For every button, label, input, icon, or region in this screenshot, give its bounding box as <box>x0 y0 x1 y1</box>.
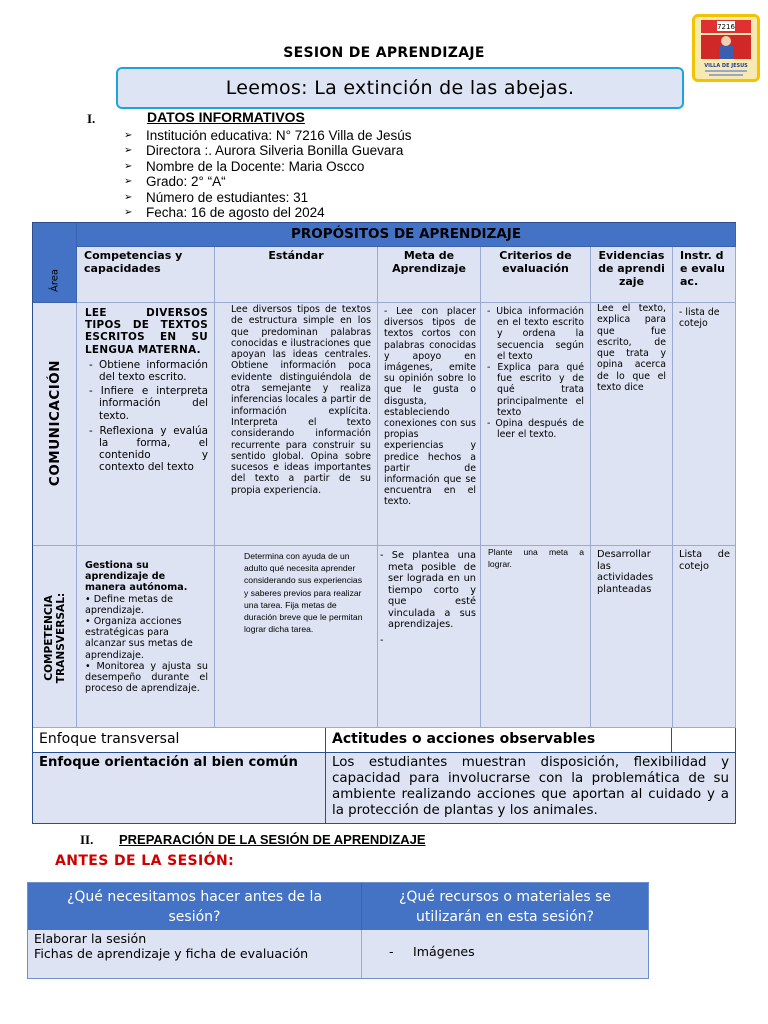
criteria-item: - Explica para qué fue escrito y de qué trata principalmente el texto <box>487 362 584 418</box>
prep-items <box>28 930 362 978</box>
arrow-bullet-icon: ➢ <box>124 130 133 141</box>
goal-2: - Se plantea una meta posible de ser lograda en un tiempo corto y que esté vinculada a sus aprendizajes. <box>380 550 476 630</box>
criteria-cell-1 <box>481 303 591 546</box>
area-transversal: COMPETENCIA TRANSVERSAL: <box>43 592 67 684</box>
evidence-cell-1 <box>591 303 673 546</box>
enfoque-name-cell <box>33 753 326 824</box>
info-item: ➢ Nombre de la Docente: Maria Oscco <box>124 158 365 174</box>
goal-cell-2 <box>378 546 481 728</box>
capacity-item: • Define metas de aprendizaje. <box>85 593 174 616</box>
school-logo-image <box>695 17 757 79</box>
dash-bullet-icon: - <box>389 944 394 959</box>
capacity-item: - Obtiene información del texto escrito. <box>89 358 208 384</box>
criteria-item: - Opina después de leer el texto. <box>487 418 584 441</box>
prep-resources <box>362 930 648 978</box>
preparation-table <box>27 882 649 979</box>
evidence-1: Lee el texto, explica para que fue escrito, de que trata y opina acerca de lo que el texto dice <box>597 303 666 394</box>
area-cell-comunicacion <box>33 303 77 546</box>
enfoque-text: Los estudiantes muestran disposición, flexibilidad y capacidad para involucrarse con la problemática de su ambiente realizando acciones que aportan al cuidado y a la protección de plantas y los animales. <box>332 755 729 818</box>
document-heading: SESION DE APRENDIZAJE <box>283 45 485 61</box>
criteria-2: Plante una meta a lograr. <box>488 547 584 570</box>
standard-cell-2 <box>215 546 378 728</box>
competence-cell-1 <box>77 303 215 546</box>
standard-1: Lee diversos tipos de textos de estructura simple en los que predominan palabras conocidas e ilustraciones que apoyan las ideas centrales. Obtiene información poca evidente distinguiéndola de otra semejante y realiza inferencias locales a partir de información explícita. Interpreta el texto considerando información recurrente para construir su sentido global. Opina sobre sucesos e ideas importantes del texto a partir de su propia experiencia. <box>231 304 371 496</box>
session-title: Leemos: La extinción de las abejas. <box>225 77 575 99</box>
competence-2: Gestiona su aprendizaje de manera autónoma. <box>85 560 188 594</box>
competence-1: LEE DIVERSOS TIPOS DE TEXTOS ESCRITOS EN SU LENGUA MATERNA. <box>85 307 208 356</box>
section-2-title: PREPARACIÓN DE LA SESIÓN DE APRENDIZAJE <box>119 832 426 847</box>
info-item: ➢ Directora :. Aurora Silveria Bonilla Guevara <box>124 143 404 159</box>
header-meta: Meta de Aprendizaje <box>378 247 481 303</box>
actitudes-label: Actitudes o acciones observables <box>332 731 596 747</box>
arrow-bullet-icon: ➢ <box>124 191 133 203</box>
capacity-item: • Monitorea y ajusta su desempeño durante el proceso de aprendizaje. <box>85 660 208 695</box>
area-label: Área <box>49 269 61 293</box>
enfoque-name: Enfoque orientación al bien común <box>39 755 298 770</box>
criteria-item: - Ubica información en el texto escrito y ordena la secuencia según el texto <box>487 306 584 362</box>
goal-1: - Lee con placer diversos tipos de textos cortos con palabras conocidas y apoyo en imágenes, emite su opinión sobre lo que le gusta o disgusta, estableciendo conexiones con sus propias experiencias y predice hechos a partir de información que se encuentra en el texto. <box>384 306 476 508</box>
resource-item: Imágenes <box>413 944 475 959</box>
purposes-table <box>32 222 736 824</box>
header-instr: Instr. de evaluac. <box>673 247 736 303</box>
goal-extra: - <box>380 634 384 646</box>
instrument-1: - lista de cotejo <box>679 307 720 330</box>
area-header <box>33 223 77 303</box>
prep-item: Fichas de aprendizaje y ficha de evaluación <box>34 946 309 961</box>
info-item: ➢ Institución educativa: N° 7216 Villa de Jesús <box>124 128 412 143</box>
header-estandar: Estándar <box>215 247 378 303</box>
school-logo <box>692 14 760 82</box>
arrow-bullet-icon: ➢ <box>124 207 133 219</box>
instrument-cell-2 <box>673 546 736 728</box>
standard-2: Determina con ayuda de un adulto qué necesita aprender considerando sus experiencias y saberes previos para realizar una tarea. Fija metas de duración breve que le permitan lograr dicha tarea. <box>244 551 363 635</box>
area-cell-transversal <box>33 546 77 728</box>
info-list <box>124 128 412 220</box>
session-title-box <box>116 67 684 109</box>
arrow-bullet-icon: ➢ <box>124 145 133 157</box>
evidence-cell-2 <box>591 546 673 728</box>
logo-caption: VILLA DE JESUS <box>704 63 748 69</box>
prep-header-1: ¿Qué necesitamos hacer antes de la sesión? <box>28 883 362 930</box>
header-criterios: Criterios de evaluación <box>481 247 591 303</box>
section-2-number: II. <box>80 832 94 847</box>
logo-number: 7216 <box>717 23 735 31</box>
actitudes-label-cell <box>326 728 672 753</box>
competence-cell-2 <box>77 546 215 728</box>
enfoque-label-cell <box>33 728 326 753</box>
header-competencias: Competencias y capacidades <box>77 247 215 303</box>
table-title-bar <box>77 223 736 247</box>
section-1-title: DATOS INFORMATIVOS <box>147 109 305 125</box>
header-evidencias: Evidencias de aprendizaje <box>591 247 673 303</box>
info-item: ➢ Grado: 2° “A“ <box>124 174 226 190</box>
empty-cell <box>672 728 736 753</box>
instrument-2: Lista de cotejo <box>679 549 730 572</box>
arrow-bullet-icon: ➢ <box>124 176 133 188</box>
criteria-cell-2 <box>481 546 591 728</box>
prep-header-2: ¿Qué recursos o materiales se utilizarán en esta sesión? <box>362 883 648 930</box>
standard-cell-1 <box>215 303 378 546</box>
arrow-bullet-icon: ➢ <box>124 160 133 172</box>
prep-item: Elaborar la sesión <box>34 931 147 946</box>
capacity-item: - Reflexiona y evalúa la forma, el contenido y contexto del texto <box>89 424 208 474</box>
antes-heading: ANTES DE LA SESIÓN: <box>55 853 235 869</box>
area-comunicacion: COMUNICACIÓN <box>47 359 63 487</box>
enfoque-text-cell <box>326 753 736 824</box>
goal-cell-1 <box>378 303 481 546</box>
capacity-item: • Organiza acciones estratégicas para alcanzar sus metas de aprendizaje. <box>85 616 193 661</box>
evidence-2: Desarrollar las actividades planteadas <box>597 549 654 595</box>
enfoque-label: Enfoque transversal <box>39 731 180 747</box>
instrument-cell-1 <box>673 303 736 546</box>
capacity-item: - Infiere e interpreta información del texto. <box>89 385 208 422</box>
info-item: ➢ Número de estudiantes: 31 <box>124 189 309 205</box>
info-item: ➢ Fecha: 16 de agosto del 2024 <box>124 205 325 221</box>
table-title: PROPÓSITOS DE APRENDIZAJE <box>290 226 522 242</box>
section-1-number: I. <box>87 111 96 126</box>
